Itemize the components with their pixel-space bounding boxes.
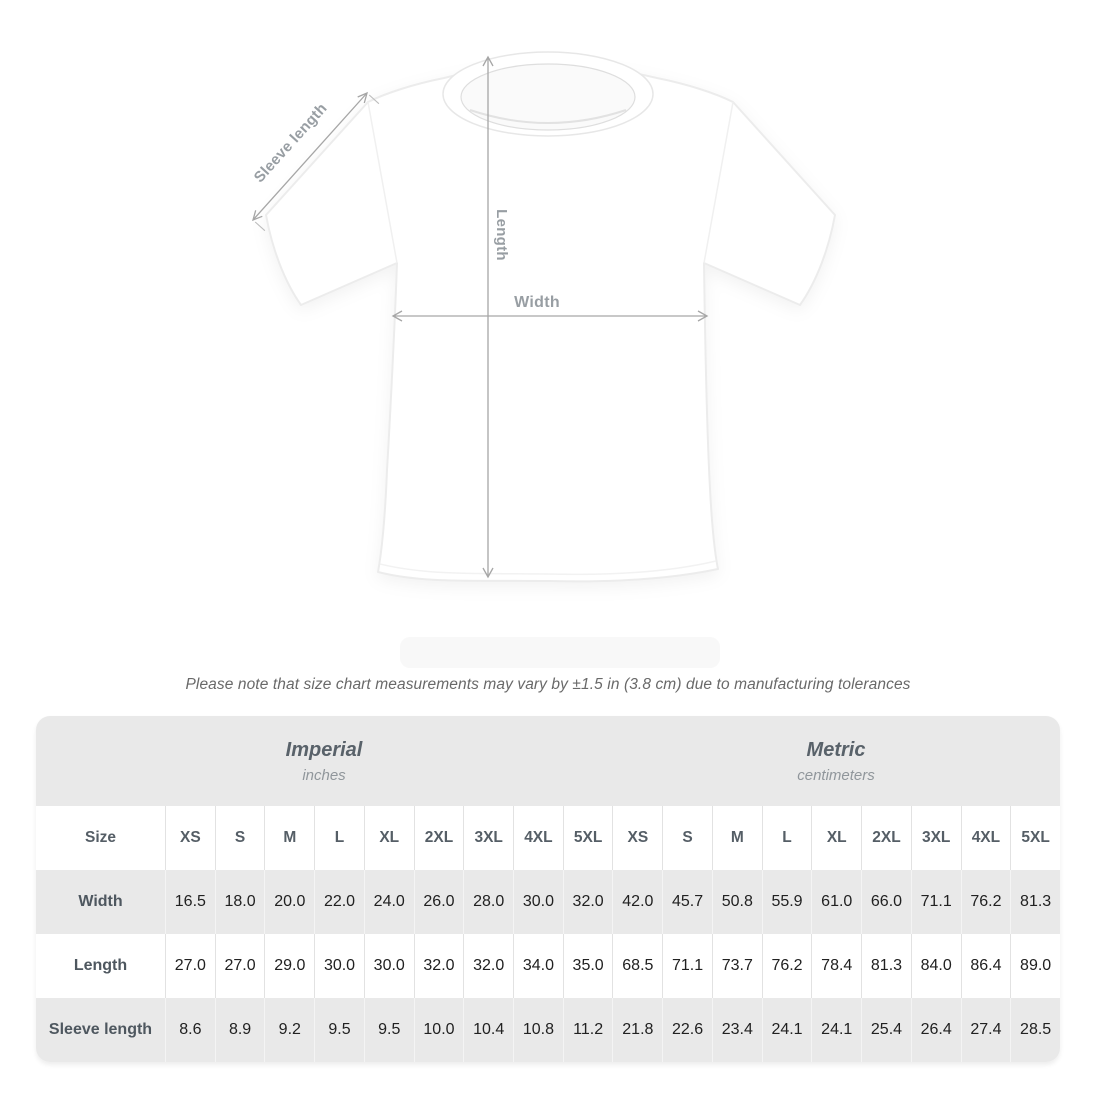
measurement-value: 9.5 [314,998,364,1062]
size-header-imperial-2xl: 2XL [414,806,464,870]
measurement-value: 86.4 [961,934,1011,998]
measurement-value: 27.0 [215,934,265,998]
measurement-value: 71.1 [662,934,712,998]
measurement-value: 24.1 [762,998,812,1062]
size-chart-table [36,716,1060,1062]
measurement-value: 73.7 [712,934,762,998]
table-row-length [36,934,1060,998]
measurement-value: 27.4 [961,998,1011,1062]
size-header-imperial-l: L [314,806,364,870]
measurement-value: 8.9 [215,998,265,1062]
measurement-value: 10.4 [463,998,513,1062]
measurement-value: 81.3 [1010,870,1060,934]
measurement-value: 22.0 [314,870,364,934]
measurement-value: 10.0 [414,998,464,1062]
size-header-imperial-xs: XS [165,806,215,870]
measurement-value: 9.2 [264,998,314,1062]
measurement-value: 30.0 [364,934,414,998]
size-header-metric-xl: XL [811,806,861,870]
measurement-value: 10.8 [513,998,563,1062]
measurement-value: 32.0 [414,934,464,998]
measurement-value: 30.0 [513,870,563,934]
measurement-value: 71.1 [911,870,961,934]
size-header-imperial-5xl: 5XL [563,806,613,870]
size-header-metric-xs: XS [612,806,662,870]
size-header-metric-s: S [662,806,712,870]
tolerance-note: Please note that size chart measurements may vary by ±1.5 in (3.8 cm) due to manufacturing tolerances [185,676,911,693]
measurement-value: 25.4 [861,998,911,1062]
measurement-value: 76.2 [961,870,1011,934]
table-row-sleeve-length [36,998,1060,1062]
size-header-metric-5xl: 5XL [1010,806,1060,870]
measurement-value: 28.0 [463,870,513,934]
measurement-value: 32.0 [463,934,513,998]
measurement-value: 50.8 [712,870,762,934]
measurement-value: 76.2 [762,934,812,998]
measurement-value: 8.6 [165,998,215,1062]
length-measure-label: Length [493,209,510,261]
size-header-metric-l: L [762,806,812,870]
measurement-value: 78.4 [811,934,861,998]
size-header-imperial-4xl: 4XL [513,806,563,870]
size-header-metric-3xl: 3XL [911,806,961,870]
measurement-value: 61.0 [811,870,861,934]
tshirt-graphic [266,52,835,581]
measurement-value: 26.0 [414,870,464,934]
measurement-value: 11.2 [563,998,613,1062]
imperial-subtitle: inches [302,766,346,784]
measurement-value: 24.1 [811,998,861,1062]
size-header-imperial-3xl: 3XL [463,806,513,870]
measurement-value: 66.0 [861,870,911,934]
size-header-metric-2xl: 2XL [861,806,911,870]
size-column-header: Size [84,829,116,846]
measurement-value: 26.4 [911,998,961,1062]
row-label-width: Width [78,893,123,910]
unit-group-metric [612,739,1060,784]
unit-group-imperial [36,739,612,784]
measurement-value: 84.0 [911,934,961,998]
measurement-value: 89.0 [1010,934,1060,998]
measurement-value: 55.9 [762,870,812,934]
sleeve-length-measure-label: Sleeve length [250,99,331,187]
measurement-value: 32.0 [563,870,613,934]
measurement-value: 21.8 [612,998,662,1062]
size-header-imperial-m: M [264,806,314,870]
measurement-value: 42.0 [612,870,662,934]
imperial-title: Imperial [285,738,363,761]
measurement-value: 81.3 [861,934,911,998]
measurement-value: 45.7 [662,870,712,934]
measurement-value: 24.0 [364,870,414,934]
measurement-value: 18.0 [215,870,265,934]
unit-header-row [36,716,1060,806]
measurement-value: 22.6 [662,998,712,1062]
measurement-value: 20.0 [264,870,314,934]
metric-subtitle: centimeters [797,766,875,784]
measurement-value: 27.0 [165,934,215,998]
size-header-imperial-s: S [215,806,265,870]
measurement-value: 34.0 [513,934,563,998]
size-header-metric-m: M [712,806,762,870]
measurement-value: 16.5 [165,870,215,934]
row-label-sleeve-length: Sleeve length [48,1021,153,1038]
measurement-value: 35.0 [563,934,613,998]
size-header-metric-4xl: 4XL [961,806,1011,870]
measurement-value: 68.5 [612,934,662,998]
width-measure-label: Width [514,294,560,311]
row-label-length: Length [73,957,128,974]
size-header-imperial-xl: XL [364,806,414,870]
measurement-value: 23.4 [712,998,762,1062]
measurement-value: 9.5 [364,998,414,1062]
table-row-width [36,870,1060,934]
measurement-value: 29.0 [264,934,314,998]
measurement-value: 28.5 [1010,998,1060,1062]
metric-title: Metric [806,738,866,761]
measurement-value: 30.0 [314,934,364,998]
size-header-row [36,806,1060,870]
shirt-reflection [400,637,720,668]
